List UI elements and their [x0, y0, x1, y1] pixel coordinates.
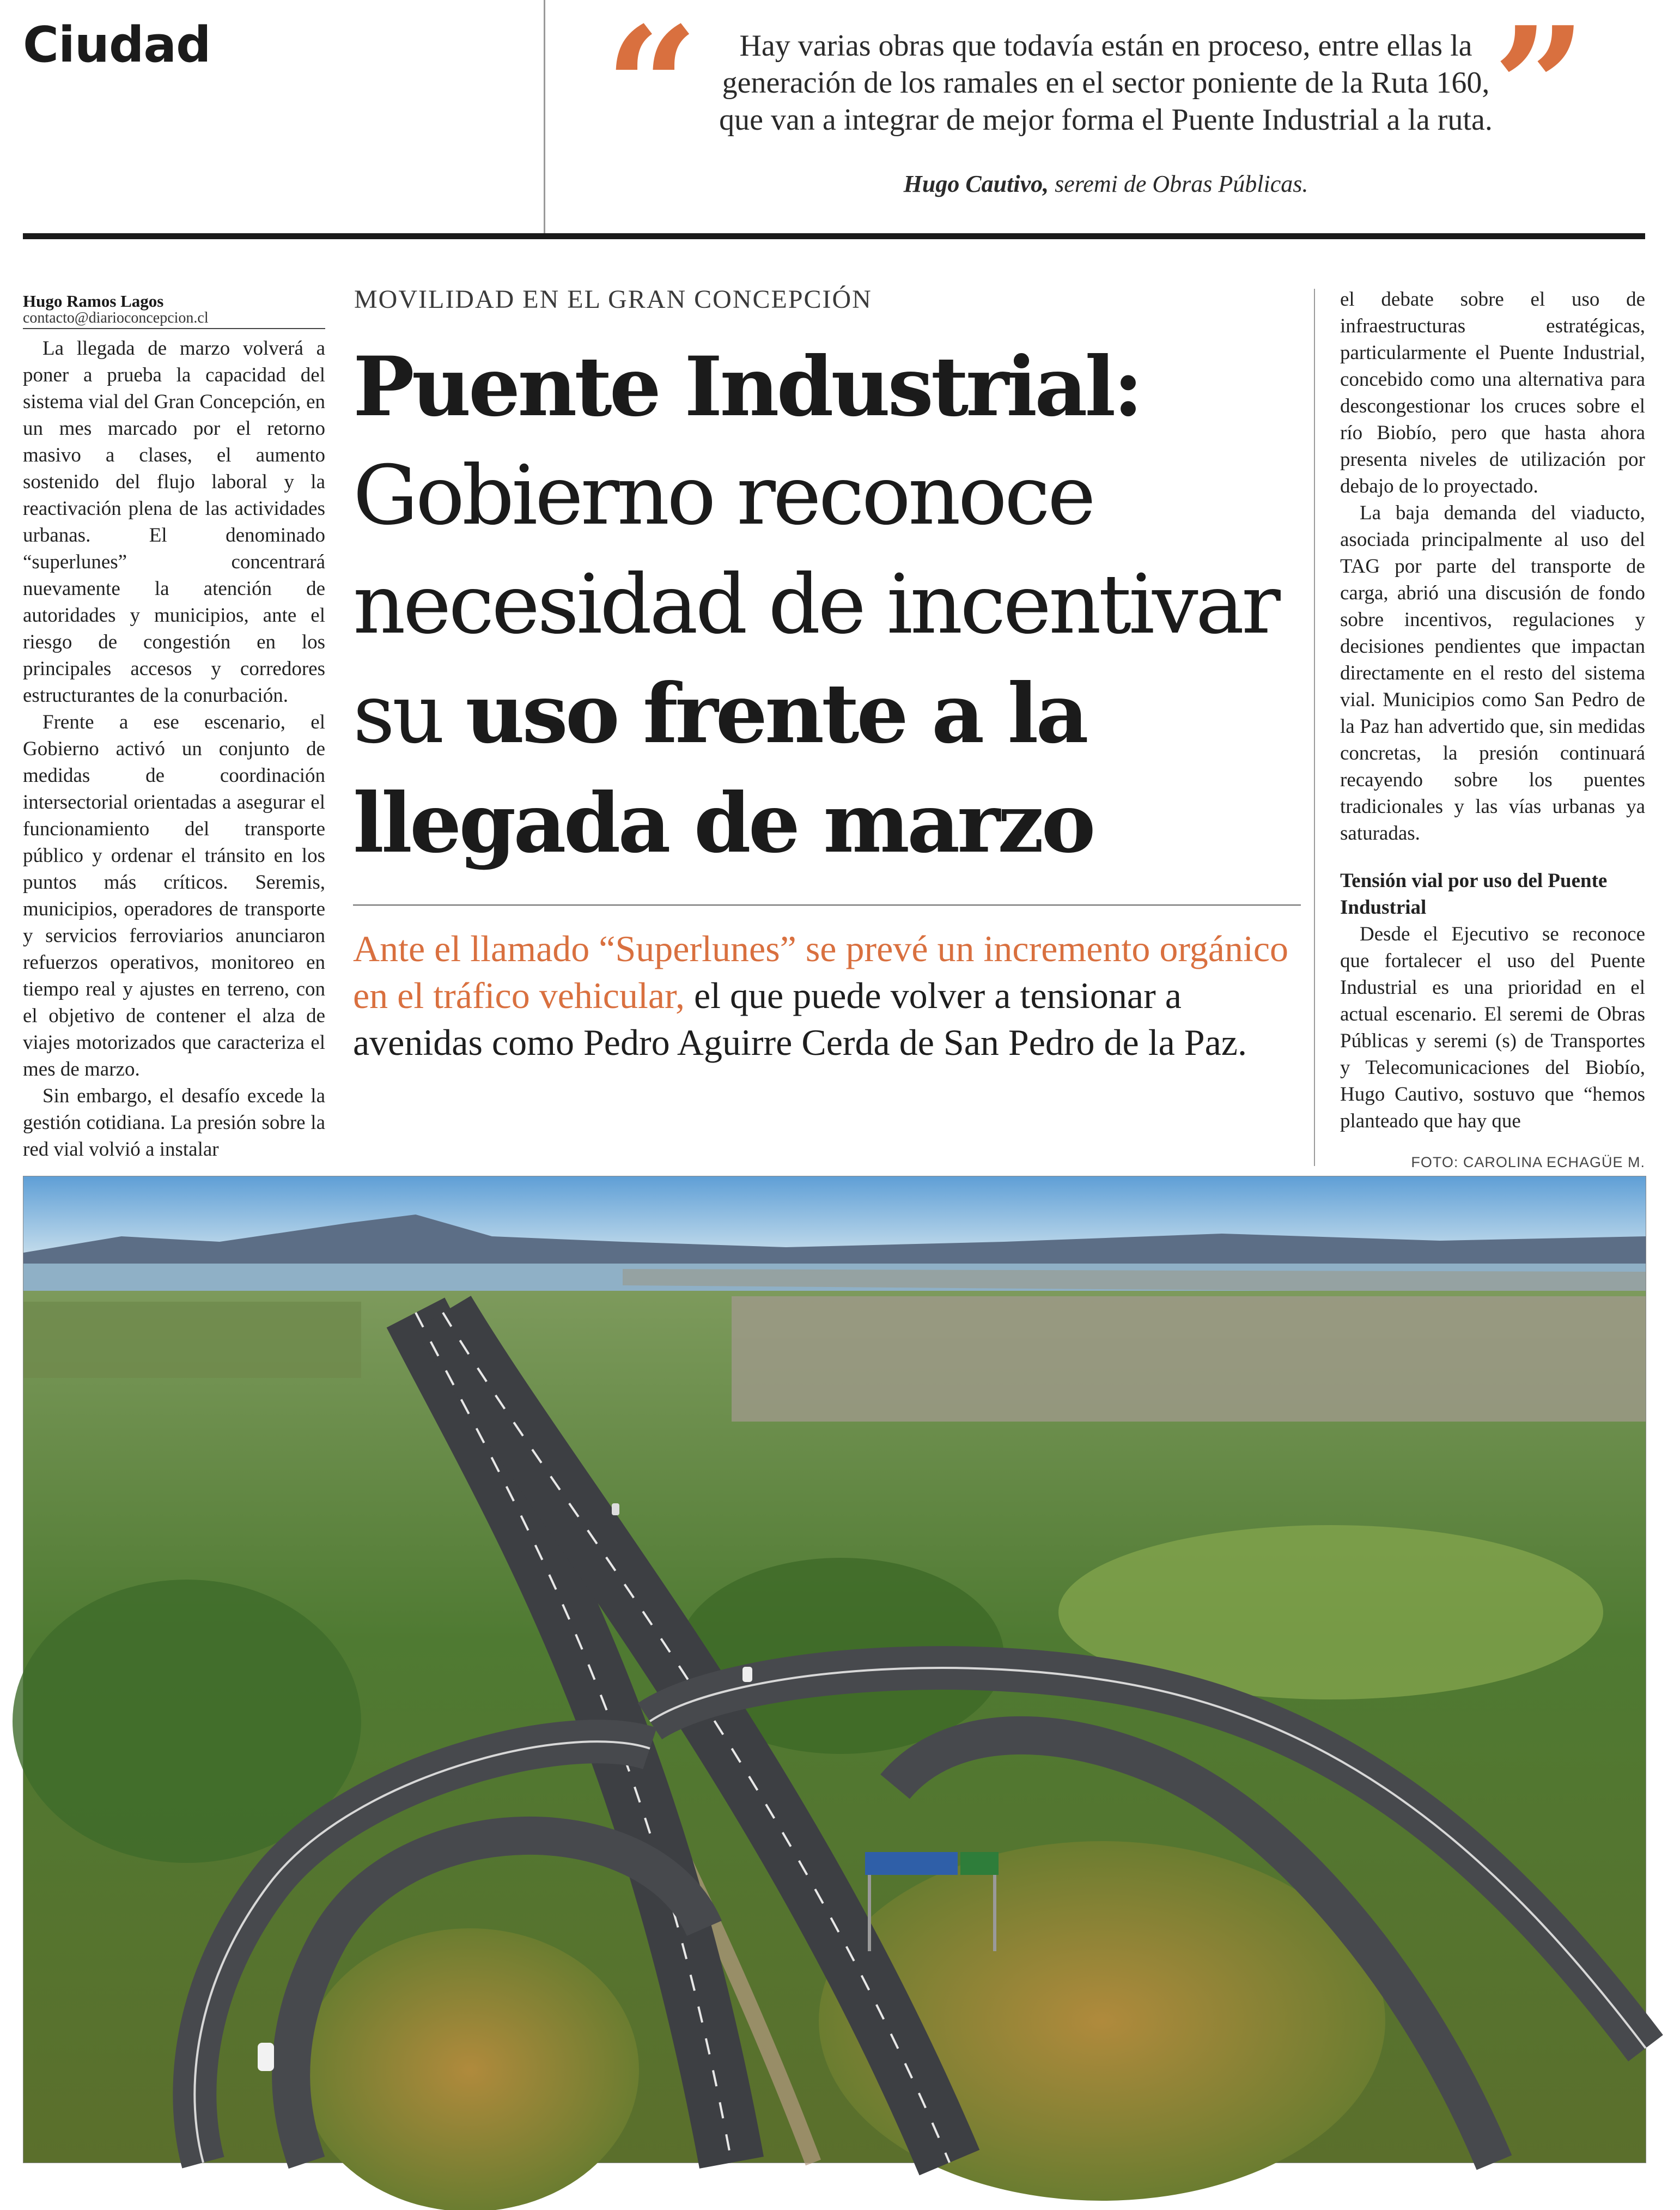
- open-quote-mark: “: [605, 0, 699, 183]
- section-label: Ciudad: [23, 16, 211, 74]
- body-paragraph: La baja demanda del viaducto, asociada principalmente al uso del TAG por parte del transporte de carga, abrió una discusión de fondo sobre incentivos, regulaciones y decisiones pendientes que impactan directamente en el resto del sistema vial. Municipios como San Pedro de la Paz han advertido que, sin medidas concretas, la presión continuará recayendo sobre los puentes tradicionales y las vías urbanas ya saturadas.: [1340, 502, 1645, 845]
- headline-line: necesidad de incentivar: [353, 557, 1278, 652]
- subhead: Tensión vial por uso del Puente Industrial: [1340, 870, 1608, 919]
- close-quote-mark: ”: [1493, 0, 1587, 183]
- pull-quote-author-name: Hugo Cautivo,: [903, 171, 1049, 197]
- byline-name: Hugo Ramos Lagos: [23, 292, 164, 311]
- headline-line-bold: uso frente a la: [465, 666, 1086, 762]
- byline-rule: [23, 328, 325, 329]
- highway-interchange-photo: [23, 1176, 1646, 2163]
- right-column-body: [1340, 286, 1645, 1161]
- body-paragraph: el debate sobre el uso de infraestructuras estratégicas, particularmente el Puente Industrial, concebido como una alternativa para descongestionar los cruces sobre el río Biobío, pero que hasta ahora presenta niveles de utilización por debajo de lo proyectado.: [1340, 288, 1645, 497]
- photo-credit: FOTO: CAROLINA ECHAGÜE M.: [1411, 1154, 1645, 1170]
- body-paragraph: Sin embargo, el desafío excede la gestión cotidiana. La presión sobre la red vial volvió a instalar: [23, 1085, 325, 1161]
- pull-quote-attribution: [708, 170, 1504, 198]
- header-rule: [23, 233, 1645, 239]
- body-paragraph: Frente a ese escenario, el Gobierno activó un conjunto de medidas de coordinación intersectorial orientadas a asegurar el funcionamiento del transporte público y ordenar el tránsito en los puntos más críticos. Seremis, municipios, operadores de transporte y servicios ferroviarios anunciaron refuerzos operativos, monitoreo en tiempo real y ajustes en terreno, con el objetivo de contener el alza de viajes motorizados que caracteriza el mes de marzo.: [23, 711, 325, 1080]
- headline-line: Gobierno reconoce: [353, 448, 1093, 543]
- body-paragraph: La llegada de marzo volverá a poner a prueba la capacidad del sistema vial del Gran Concepción, en un mes marcado por el retorno masivo a clases, el aumento sostenido del flujo laboral y la reactivación plena de las actividades urbanas. El denominado “superlunes” concentrará nuevamente la atención de autoridades y municipios, ante el riesgo de congestión en los principales accesos y corredores estructurantes de la conurbación.: [23, 337, 325, 707]
- byline-email[interactable]: contacto@diarioconcepcion.cl: [23, 309, 209, 326]
- left-column-body: [23, 335, 325, 1161]
- aerial-photo-illustration: [23, 1176, 1646, 2163]
- deck-rule: [353, 904, 1301, 906]
- headline-line: llegada de marzo: [353, 775, 1093, 871]
- pull-quote-text: Hay varias obras que todavía están en proceso, entre ellas la generación de los ramales en el sector poniente de la Ruta 160, que van a integrar de mejor forma el Puente Industrial a la ruta.: [719, 29, 1493, 137]
- article-deck: [353, 925, 1301, 1066]
- deck-highlight: Ante el llamado “Superlunes” se prevé un incremento orgánico en el tráfico vehicular,: [353, 928, 1289, 1016]
- header-divider: [544, 0, 545, 235]
- deck-text: el que puede volver a tensionar a avenidas como Pedro Aguirre Cerda de San Pedro de la Paz.: [353, 975, 1247, 1063]
- headline-line: su: [353, 667, 442, 762]
- column-divider: [1314, 289, 1315, 1166]
- headline-line: Puente Industrial:: [353, 339, 1141, 435]
- article-kicker: MOVILIDAD EN EL GRAN CONCEPCIÓN: [354, 285, 872, 314]
- body-paragraph: Desde el Ejecutivo se reconoce que fortalecer el uso del Puente Industrial es una prioridad en el actual escenario. El seremi de Obras Públicas y seremi (s) de Transportes y Telecomunicaciones del Biobío, Hugo Cautivo, sostuvo que “hemos planteado que hay que: [1340, 923, 1645, 1132]
- pull-quote-author-role: seremi de Obras Públicas.: [1055, 171, 1308, 197]
- article-headline: [353, 332, 1301, 878]
